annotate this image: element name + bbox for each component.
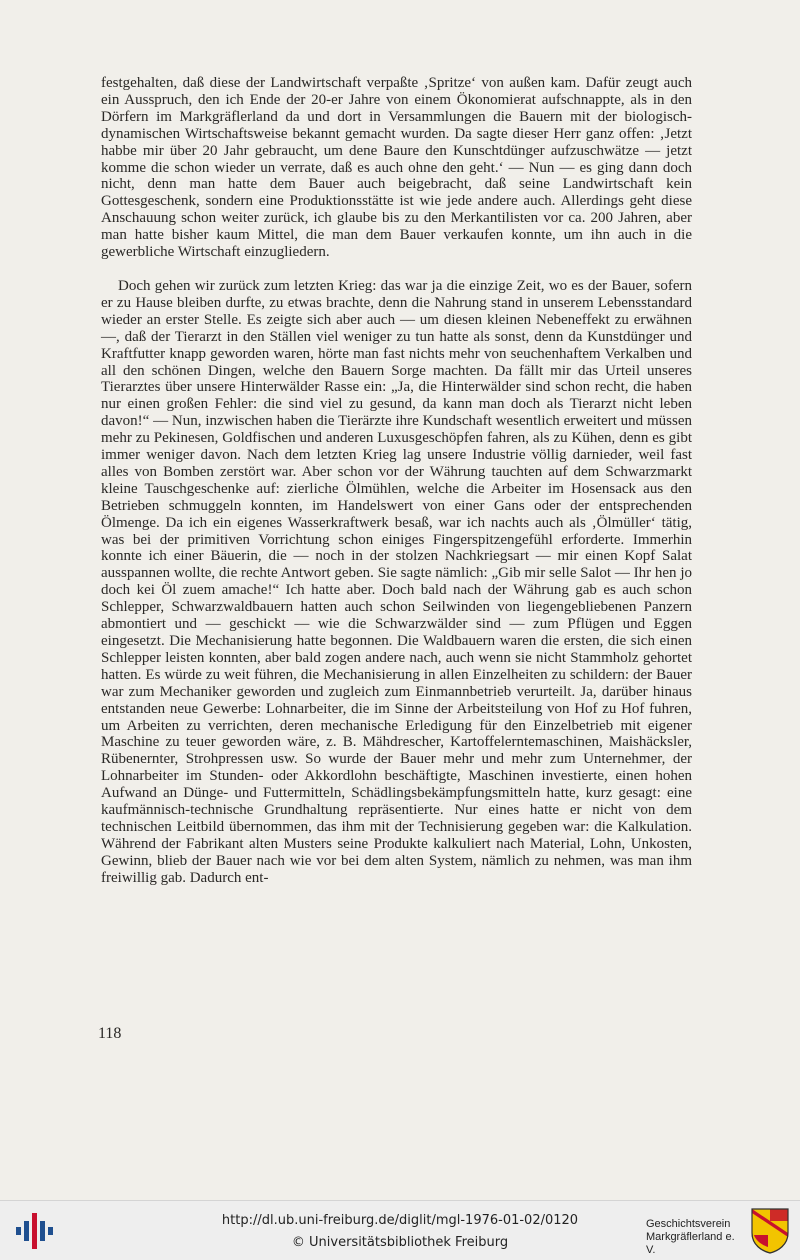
body-text xyxy=(101,75,692,887)
footer-url-link[interactable]: http://dl.ub.uni-freiburg.de/diglit/mgl-1976-01-02/0120 xyxy=(221,1213,579,1228)
footer-bar xyxy=(0,1200,800,1260)
footer-copyright: © Universitätsbibliothek Freiburg xyxy=(291,1235,509,1250)
org-name xyxy=(646,1218,746,1257)
org-name-line-2: Markgräflerland e. V. xyxy=(646,1231,735,1256)
markgraeflerland-crest-icon[interactable] xyxy=(750,1207,790,1255)
paragraph-2: Doch gehen wir zurück zum letzten Krieg: das war ja die einzige Zeit, wo es der Bauer, sofern er zu Hause bleiben durfte, zu etwas brachte, denn die Nahrung stand in unserem Lebensstandard wieder an erster Stelle. Es zeigte sich aber auch — um diesen kleinen Nebeneffekt zu erwähnen —, daß der Tierarzt in den Ställen viel weniger zu tun hatte als sonst, denn da Kunstdünger und Kraftfutter knapp geworden waren, hörte man fast nichts mehr von seuchenhaftem Verkalben und all den schönen Dingen, welche den Bauern Sorge machten. Da fällt mir das Urteil unseres Tierarztes über unsere Hinterwälder Rasse ein: „Ja, die Hinterwälder sind schon recht, die haben nur einen großen Fehler: die sind viel zu gesund, da kann man doch als Tierarzt nicht leben davon!“ — Nun, inzwischen haben die Tierärzte ihre Kundschaft wesentlich erweitert und müssen mehr zu Pekinesen, Goldfischen und anderen Luxusgeschöpfen fahren, als zu Kühen, denn es gibt immer weniger davon. Nach dem letzten Krieg lag unsere Industrie völlig darnieder, weil fast alles von Bomben zerstört war. Aber schon vor der Währung tauchten auf dem Schwarzmarkt kleine Tauschgeschenke auf: zierliche Ölmühlen, welche die Arbeiter im Hosensack aus den Betrieben schmuggeln konnten, im Handelswert von einer Gans oder der entsprechenden Ölmenge. Da ich ein eigenes Wasserkraftwerk besaß, war ich nachts auch als ‚Ölmüller‘ tätig, was bei der primitiven Vorrichtung schon einiges Fingerspitzengefühl erforderte. Immerhin konnte ich einer Bäuerin, die — noch in der stolzen Nachkriegsart — mir einen Kopf Salat ausspannen wollte, die rechte Antwort geben. Sie sagte nämlich: „Gib mir selle Salot — Ihr hen jo doch kei Öl zuem amache!“ Ich hatte aber. Doch bald nach der Währung gab es auch schon Schlepper, Schwarzwaldbauern hatten auch schon Seilwinden von liegengebliebenen Panzern abmontiert und — geschickt — wie die Schwarzwälder sind — zum Pflügen und Eggen eingesetzt. Die Mechanisierung hatte begonnen. Die Waldbauern waren die ersten, die sich einen Schlepper leisten konnten, aber bald zogen andere nach, auch wenn sie nicht Stammholz gehortet hatten. Es würde zu weit führen, die Mechanisierung in allen Einzelheiten zu schildern: der Bauer war zum Mechaniker geworden und zugleich zum Einmannbetrieb verurteilt. Ja, darüber hinaus entstanden neue Gewerbe: Lohnarbeiter, die im Sinne der Arbeitsteilung von Hof zu Hof fuhren, um Arbeiten zu verrichten, deren mechanische Erledigung für den Einzelbetrieb mit eigener Maschine zu teuer geworden wäre, z. B. Mähdrescher, Kartoffelerntemaschinen, Maishäcksler, Rübenernter, Strohpressen usw. So wurde der Bauer mehr und mehr zum Unternehmer, der Lohnarbeiter im Stunden- oder Akkordlohn beschäftigte, Maschinen investierte, einen hohen Aufwand an Dünge- und Futtermitteln, Schädlingsbekämpfungsmitteln hatte, kurz gesagt: eine kaufmännisch-technische Grundhaltung repräsentierte. Nur eines hatte er nicht von dem technischen Leitbild übernommen, das ihm mit der Technisierung gegeben war: die Kalkulation. Während der Fabrikant alten Musters seine Produkte kalkuliert nach Material, Lohn, Unkosten, Gewinn, blieb der Bauer nach wie vor bei dem alten System, nämlich zu nehmen, was man ihm freiwillig gab. Dadurch ent- xyxy=(101,277,692,886)
org-name-line-1: Geschichtsverein xyxy=(646,1218,731,1230)
page-number: 118 xyxy=(98,1025,122,1042)
paragraph-1: festgehalten, daß diese der Landwirtschaft verpaßte ‚Spritze‘ von außen kam. Dafür zeugt auch ein Ausspruch, den ich Ende der 20-er Jahre von einem Ökonomierat aufschnappte, als in den Dörfern im Markgräflerland da und dort in Versammlungen die Bauern mit der biologisch-dynamischen Wirtschaftsweise bekannt gemacht wurden. Da sagte dieser Herr ganz offen: ‚Jetzt habbe mir über 20 Jahr gebraucht, um dene Baure den Kunschtdünger aufzuschwätze — jetzt komme die schon wieder un verrate, daß es auch ohne den geht.‘ — Nun — es ging dann doch nicht, denn man hatte dem Bauer auch beigebracht, daß seine Landwirtschaft kein Gottesgeschenk, sondern eine Produktionsstätte ist wie jede andere auch. Allerdings geht diese Anschauung schon weiter zurück, ich glaube bis zu den Merkantilisten vor ca. 200 Jahren, aber man hatte bisher kaum Mittel, die man dem Bauer verkaufen konnte, um ihn auch in die gewerbliche Wirtschaft einzugliedern. xyxy=(101,75,692,261)
